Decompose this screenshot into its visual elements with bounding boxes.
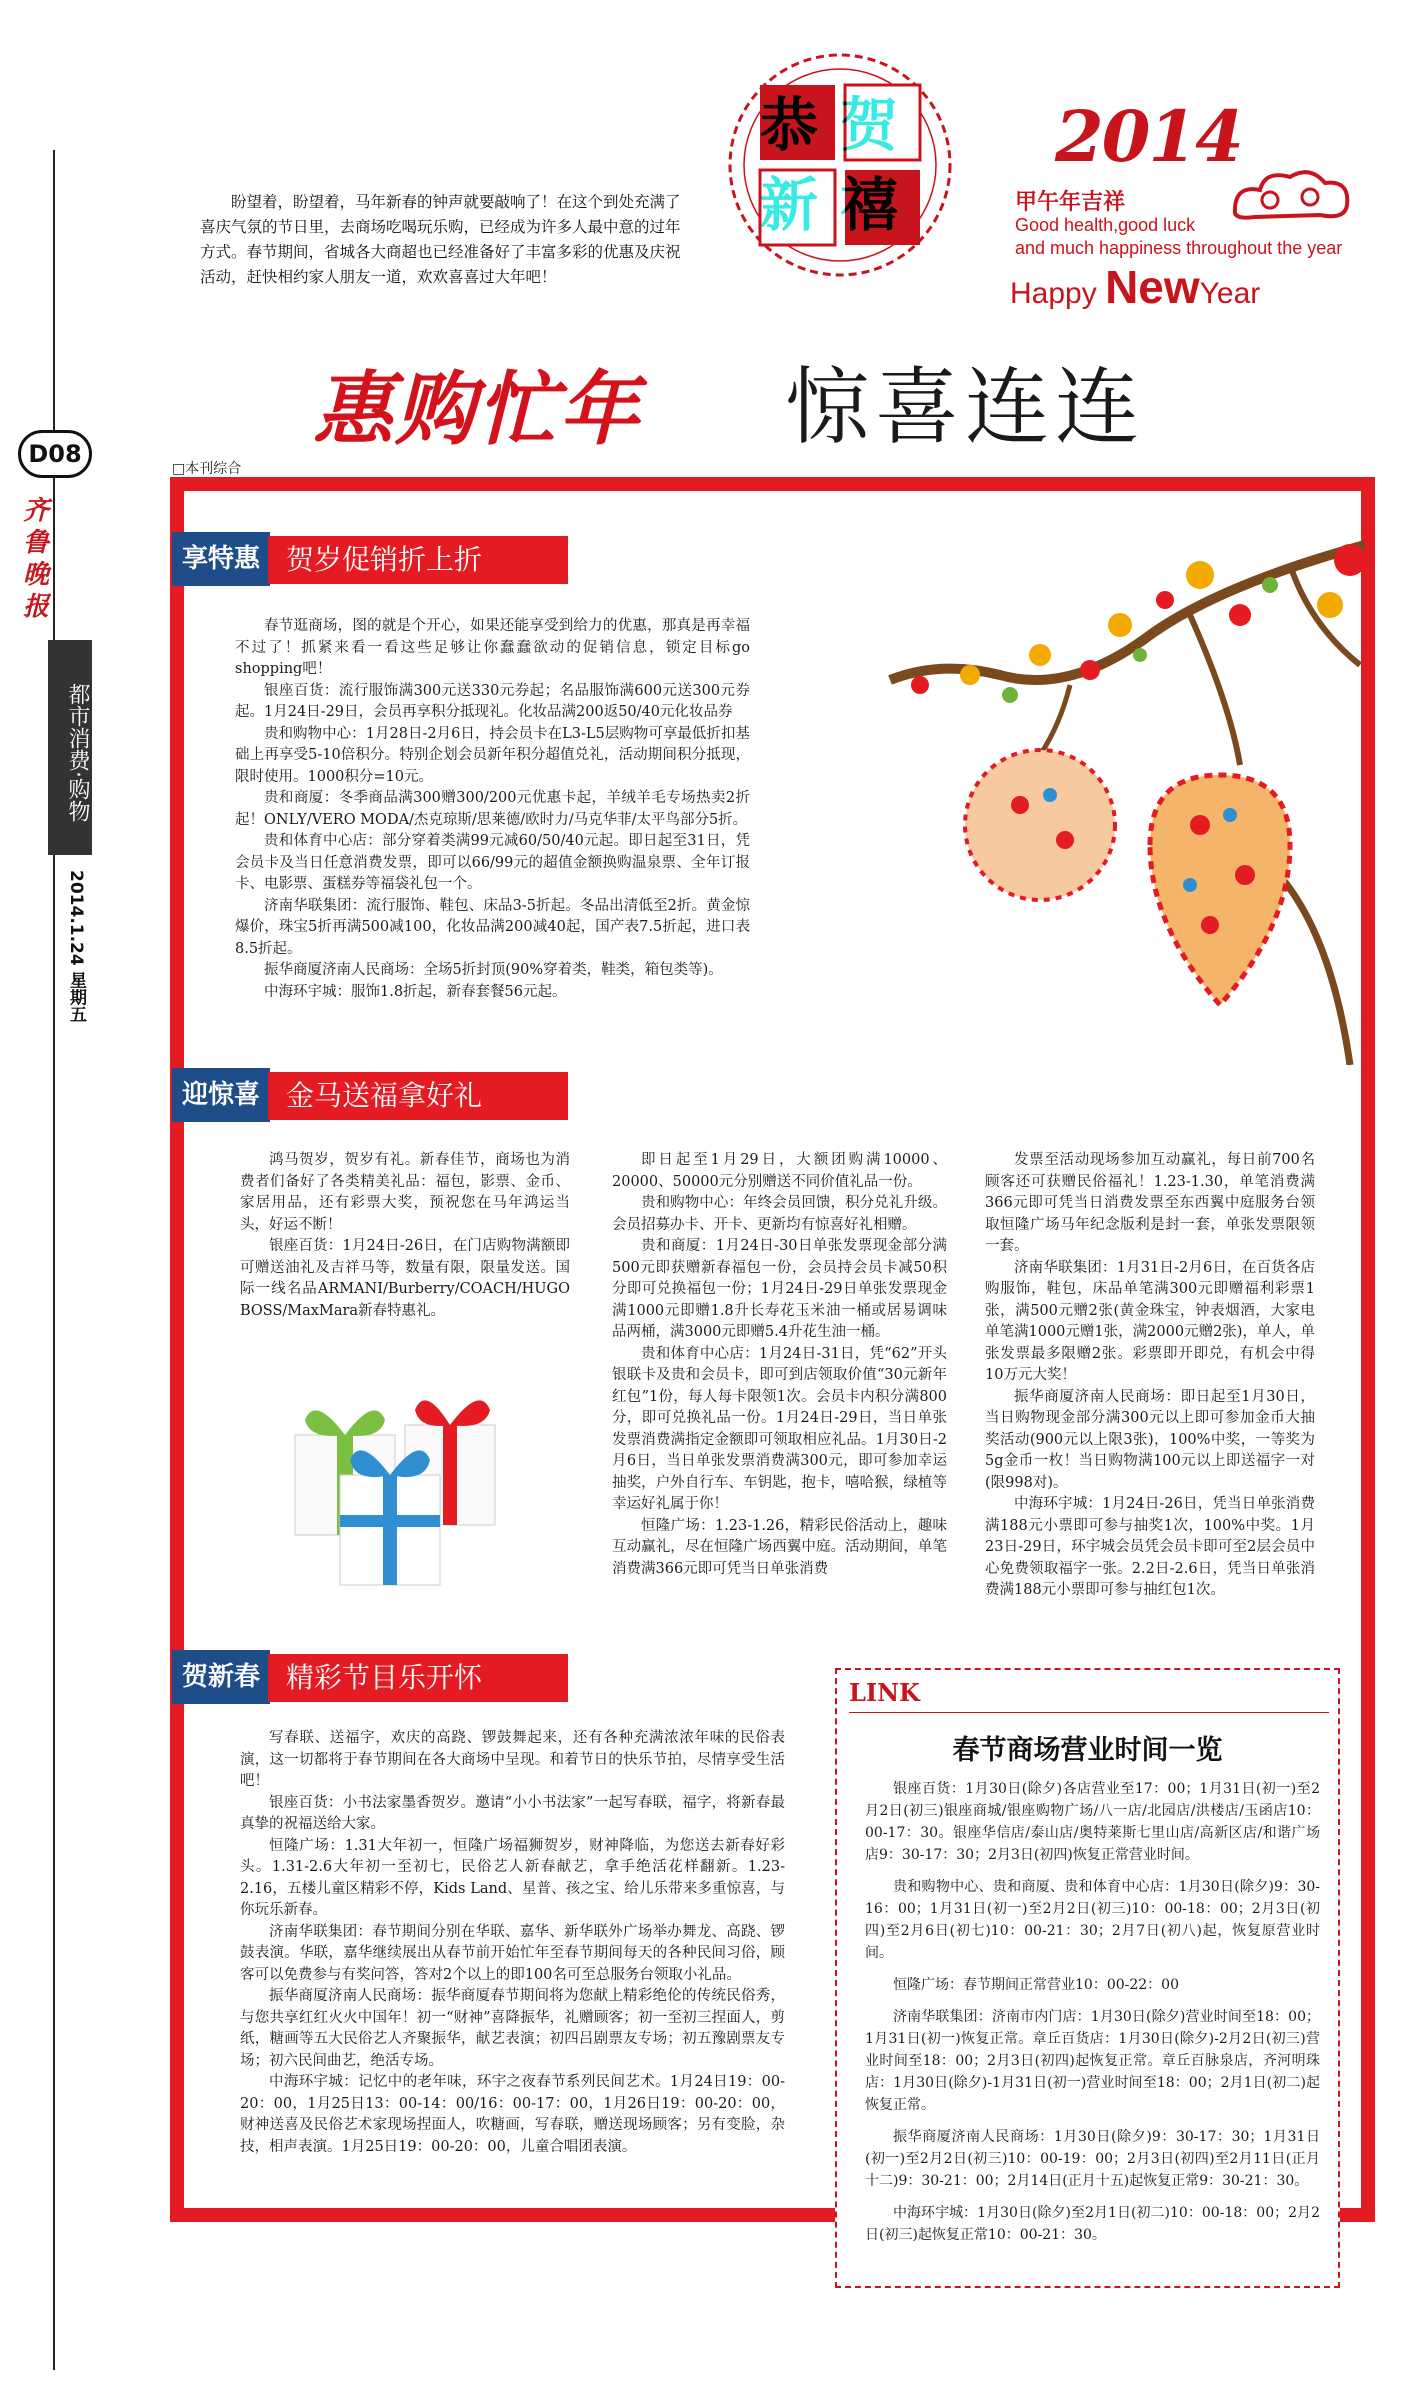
section-body-1 (235, 616, 750, 1003)
paragraph: 银座百货：小书法家墨香贺岁。邀请“小小书法家”一起写春联，福字，将新春最真挚的祝福送给大家。 (240, 1794, 785, 1832)
new-word: New (1105, 261, 1200, 313)
happy-new-year (1010, 260, 1260, 314)
year-word: Year (1199, 277, 1261, 310)
paragraph: 即日起至1月29日，大额团购满10000、20000、50000元分别赠送不同价值礼品一份。 (612, 1152, 947, 1190)
english-greeting-1: Good health,good luck (1015, 215, 1196, 235)
jiawu-greeting: 甲午年吉祥 (1015, 190, 1126, 215)
section-body-2-col-1 (240, 1150, 570, 1322)
link-body (865, 1778, 1320, 2256)
paragraph: 写春联、送福字，欢庆的高跷、锣鼓舞起来，还有各种充满浓浓年味的民俗表演，这一切都将于春节期间在各大商场中呈现。和着节日的快乐节拍，尽情享受生活吧！ (240, 1730, 785, 1789)
section-tag-3: 贺新春 (172, 1650, 270, 1704)
headline-red: 惠购忙年 (313, 363, 641, 456)
paragraph: 振华商厦济南人民商场：振华商厦春节期间将为您献上精彩绝伦的传统民俗秀，与您共享红红火火中国年！初一“财神”喜降振华，礼赠顾客；初一至初三捏面人，剪纸，糖画等五大民俗艺人齐聚振华，献艺表演；初四吕剧票友专场；初五豫剧票友专场；初六民间曲艺，绝活专场。 (240, 1988, 785, 2069)
flower-tree-illustration (770, 505, 1365, 1065)
paragraph: 贵和体育中心店：1月24日-31日，凭“62”开头银联卡及贵和会员卡，即可到店领取价值“30元新年红包”1份，每人每卡限领1次。会员卡内积分满800分，即可兑换礼品一份。1月24日-29日，当日单张发票消费满指定金额即可领取相应礼品。1月30日-2月6日，当日单张发票消费满300元，即可参加幸运抽奖，户外自行车、车钥匙，抱卡，嘻哈猴，绿植等幸运好礼属于你！ (612, 1345, 947, 1512)
paragraph: 振华商厦济南人民商场：1月30日(除夕)9：30-17：30；1月31日(初一)至2月2日(初三)10：00-19：00；2月3日(初四)至2月11日(正月十二)9：30-21：00；2月14日(正月十五)起恢复正常9：30-21：30。 (865, 2129, 1320, 2189)
paragraph: 贵和购物中心：1月28日-2月6日，持会员卡在L3-L5层购物可享最低折扣基础上再享受5-10倍积分。特别企划会员新年积分超值兑礼，活动期间积分抵现，限时使用。1000积分=10元。 (235, 725, 750, 785)
english-greeting-2: and much happiness throughout the year (1015, 238, 1343, 258)
paragraph: 恒隆广场：1.23-1.26，精彩民俗活动上，趣味互动赢礼，尽在恒隆广场西翼中庭。活动期间，单笔消费满366元即可凭当日单张消费 (612, 1517, 947, 1577)
paragraph: 中海环宇城：1月24日-26日，凭当日单张消费满188元小票即可参与抽奖1次，100%中奖。1月23日-29日，环宇城会员凭会员卡即可至2层会员中心免费领取福字一张。2.2日-2.6日，凭当日单张消费满188元小票即可参与抽红包1次。 (985, 1496, 1315, 1598)
section-title-3: 精彩节目乐开怀 (268, 1654, 568, 1702)
paragraph: 济南华联集团：济南市内门店：1月30日(除夕)营业时间至18：00；1月31日(初一)恢复正常。章丘百货店：1月30日(除夕)-2月2日(初三)营业时间至18：00；2月3日(初四)起恢复正常。章丘百脉泉店，齐河明珠店：1月30日(除夕)-1月31日(初一)营业时间至18：00；2月1日(初二)起恢复正常。 (865, 2009, 1320, 2113)
paragraph: 恒隆广场：春节期间正常营业10：00-22：00 (893, 1977, 1179, 1993)
left-rule (53, 150, 55, 2370)
paragraph: 春节逛商场，图的就是个开心，如果还能享受到给力的优惠，那真是再幸福不过了！抓紧来看一看这些足够让你蠢蠢欲动的促销信息，锁定目标go shopping吧！ (235, 618, 750, 677)
section-tag-2: 迎惊喜 (172, 1068, 270, 1122)
section-header-2 (172, 1068, 572, 1122)
auspicious-cloud-icon (1225, 165, 1355, 225)
paragraph: 发票至活动现场参加互动赢礼，每日前700名顾客还可获赠民俗福礼！1.23-1.30，单笔消费满366元即可凭当日消费发票至东西翼中庭服务台领取恒隆广场马年纪念版利是封一套，单张发票限领一套。 (985, 1152, 1315, 1254)
paragraph: 振华商厦济南人民商场：全场5折封顶(90%穿着类，鞋类，箱包类等)。 (264, 962, 723, 978)
paragraph: 贵和购物中心：年终会员回馈，积分兑礼升级。会员招募办卡、开卡、更新均有惊喜好礼相赠。 (612, 1195, 947, 1233)
paragraph: 银座百货：流行服饰满300元送330元券起；名品服饰满600元送300元券起。1月24日-29日，会员再享积分抵现礼。化妆品满200返50/40元化妆品券 (235, 682, 750, 720)
section-tag-1: 享特惠 (172, 532, 270, 586)
paragraph: 济南华联集团：1月31日-2月6日，在百货各店购服饰，鞋包，床品单笔满300元即赠福利彩票1张，满500元赠2张(黄金珠宝，钟表烟酒，大家电单笔满1000元赠1张，满2000元赠2张)，单人，单张发票最多限赠2张。彩票即开即兑，有机会中得10万元大奖！ (985, 1259, 1315, 1383)
happy-word: Happy (1010, 277, 1097, 310)
paragraph: 鸿马贺岁，贺岁有礼。新春佳节，商场也为消费者们备好了各类精美礼品：福包，影票、金币、家居用品，还有彩票大奖，预祝您在马年鸿运当头，好运不断！ (240, 1152, 570, 1233)
paragraph: 贵和体育中心店：部分穿着类满99元减60/50/40元起。即日起至31日，凭会员卡及当日任意消费发票，即可以66/99元的超值金额换购温泉票、全年订报卡、电影票、蛋糕券等福袋礼包一个。 (235, 833, 750, 892)
paragraph: 贵和商厦：冬季商品满300赠300/200元优惠卡起，羊绒羊毛专场热卖2折起！ONLY/VERO MODA/杰克琼斯/思莱德/欧时力/马克华菲/太平鸟部分5折。 (235, 790, 750, 828)
section-title-1: 贺岁促销折上折 (268, 536, 568, 584)
headline-black: 惊喜连连 (785, 358, 1146, 456)
section-label-text: 都市消费·购物 (65, 683, 90, 822)
link-sidebar (835, 1668, 1340, 2288)
link-label: LINK (849, 1678, 920, 1707)
paragraph: 银座百货：1月30日(除夕)各店营业至17：00；1月31日(初一)至2月2日(初三)银座商城/银座购物广场/八一店/北园店/洪楼店/玉函店10：00-17：30。银座华信店/泰山店/奥特莱斯七里山店/高新区店/和谐广场店9：30-17：30；2月3日(初四)恢复正常营业时间。 (865, 1781, 1320, 1863)
section-title-2: 金马送福拿好礼 (268, 1072, 568, 1120)
gift-boxes-illustration (275, 1365, 515, 1595)
section-body-3 (240, 1728, 785, 2158)
link-divider (849, 1712, 1329, 1713)
paragraph: 中海环宇城：服饰1.8折起，新春套餐56元起。 (264, 983, 567, 1000)
issue-date-text: 2014.1.24 星期五 (66, 870, 86, 1023)
section-label (48, 640, 92, 855)
intro-paragraph: 盼望着，盼望着，马年新春的钟声就要敲响了！在这个到处充满了喜庆气氛的节日里，去商场吃喝玩乐购，已经成为许多人最中意的过年方式。春节期间，省城各大商超也已经准备好了丰富多彩的优惠及庆祝活动，赶快相约家人朋友一道，欢欢喜喜过大年吧！ (200, 193, 681, 286)
fu-characters-text: 恭贺新禧 (760, 91, 921, 239)
paragraph: 贵和商厦：1月24日-30日单张发票现金部分满500元即获赠新春福包一份，会员持会员卡减50积分即可兑换福包一份；1月24日-29日单张发票现金满1000元即赠1.8升长寿花玉米油一桶或居易调味品两桶，满3000元即赠5.4升花生油一桶。 (612, 1238, 947, 1340)
fu-characters (760, 85, 920, 245)
link-title: 春节商场营业时间一览 (952, 1735, 1223, 1766)
paragraph: 济南华联集团：流行服饰、鞋包、床品3-5折起。冬品出清低至2折。黄金惊爆价，珠宝5折再满500减100，化妆品满200减40起，国产表7.5折起，进口表8.5折起。 (235, 897, 750, 957)
year-2014: 2014 (1055, 95, 1242, 178)
paragraph: 振华商厦济南人民商场：即日起至1月30日，当日购物现金部分满300元以上即可参加金币大抽奖活动(900元以上限3张)，100%中奖，一等奖为5g金币一枚！当日购物满100元以上即送福字一对(限998对)。 (985, 1388, 1315, 1491)
paragraph: 银座百货：1月24日-26日，在门店购物满额即可赠送油礼及吉祥马等，数量有限，限量发送。国际一线名品ARMANI/Burberry/COACH/HUGO BOSS/MaxMara新春特惠礼。 (240, 1238, 570, 1319)
section-body-2-col-2 (612, 1150, 947, 1580)
section-header-1 (172, 532, 572, 586)
newspaper-logo: 齐鲁晚报 (22, 496, 49, 622)
paragraph: 济南华联集团：春节期间分别在华联、嘉华、新华联外广场举办舞龙、高跷、锣鼓表演。华联，嘉华继续展出从春节前开始忙年至春节期间每天的各种民间习俗，顾客可以免费参与有奖问答，答对2个以上的即100名可至总服务台领取小礼品。 (240, 1923, 785, 1983)
section-header-3 (172, 1650, 572, 1704)
issue-date (56, 870, 86, 1023)
page-number-badge: D08 (18, 430, 92, 478)
byline: □本刊综合 (172, 461, 242, 477)
paragraph: 贵和购物中心、贵和商厦、贵和体育中心店：1月30日(除夕)9：30-16：00；1月31日(初一)至2月2日(初三)10：00-18：00；2月3日(初四)至2月6日(初七)10：00-21：30；2月7日(初八)起，恢复原营业时间。 (865, 1879, 1320, 1961)
paragraph: 中海环宇城：记忆中的老年味，环宇之夜春节系列民间艺术。1月24日19：00-20：00，1月25日13：00-14：00/16：00-17：00，1月26日19：00-20：00，财神送喜及民俗艺术家现场捏面人，吹糖画，写春联，赠送现场顾客；另有变脸，杂技，相声表演。1月25日19：00-20：00，儿童合唱团表演。 (240, 2074, 785, 2155)
section-body-2-col-3 (985, 1150, 1315, 1602)
paragraph: 中海环宇城：1月30日(除夕)至2月1日(初二)10：00-18：00；2月2日(初三)起恢复正常10：00-21：30。 (865, 2205, 1320, 2243)
paragraph: 恒隆广场：1.31大年初一，恒隆广场福狮贺岁，财神降临，为您送去新春好彩头。1.31-2.6大年初一至初七，民俗艺人新春献艺，拿手绝活花样翻新。1.23-2.16，五楼儿童区精彩不停，Kids Land、星普、孩之宝、给儿乐带来多重惊喜，与你玩乐新春。 (240, 1837, 785, 1918)
